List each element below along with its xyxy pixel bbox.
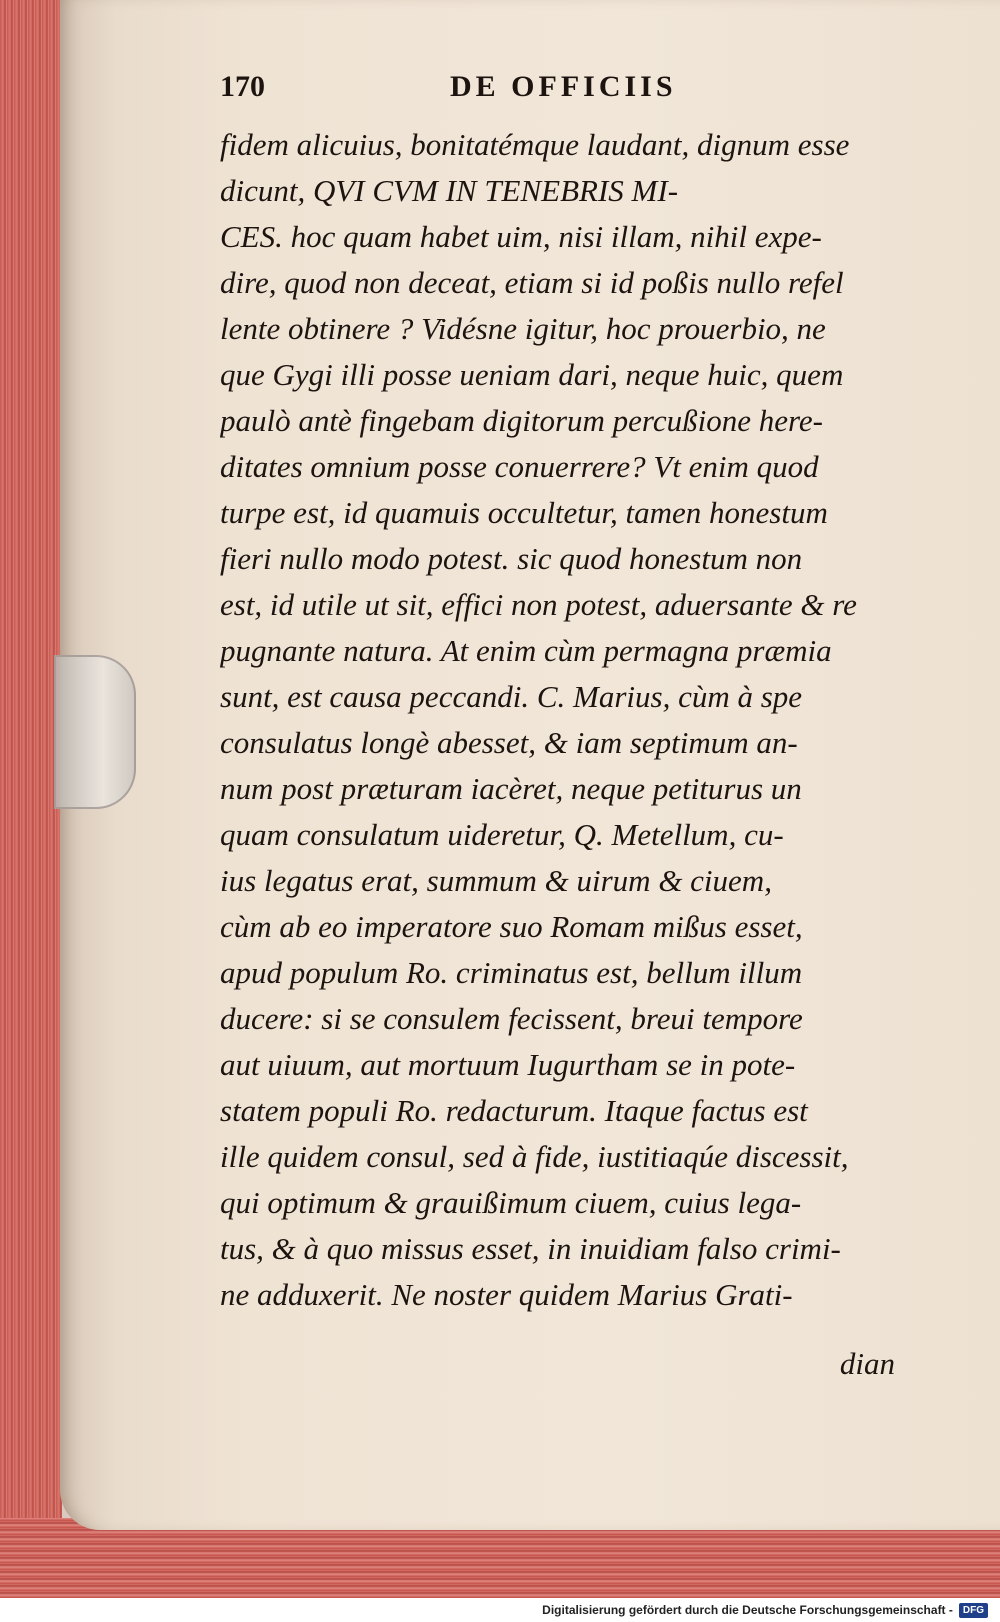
page-edge-bottom — [0, 1518, 1000, 1598]
text-line: statem populi Ro. redacturum. Itaque factus est — [220, 1093, 808, 1128]
text-line: tus, & à quo missus esset, in inuidiam falso crimi- — [220, 1231, 841, 1266]
text-line: que Gygi illi posse ueniam dari, neque huic, quem — [220, 357, 844, 392]
text-line: dire, quod non deceat, etiam si id poßis nullo refel — [220, 265, 844, 300]
text-line: dicunt, QVI CVM IN TENEBRIS MI- — [220, 173, 679, 208]
text-line: consulatus longè abesset, & iam septimum an- — [220, 725, 798, 760]
text-lines — [220, 122, 965, 1318]
text-line: fidem alicuius, bonitatémque laudant, dignum esse — [220, 127, 850, 162]
text-line: turpe est, id quamuis occultetur, tamen honestum — [220, 495, 828, 530]
catchword: dian — [839, 1346, 895, 1381]
funding-credit: Digitalisierung gefördert durch die Deutsche Forschungsgemeinschaft - — [542, 1603, 953, 1617]
text-line: sunt, est causa peccandi. C. Marius, cùm à spe — [220, 679, 803, 714]
digitization-footer — [0, 1598, 1000, 1622]
text-line: ille quidem consul, sed à fide, iustitiaqúe discessit, — [220, 1139, 849, 1174]
page-edge-left — [0, 0, 62, 1598]
text-line: ditates omnium posse conuerrere? Vt enim quod — [220, 449, 819, 484]
text-line: paulò antè fingebam digitorum percußione here- — [220, 403, 823, 438]
text-line: ne adduxerit. Ne noster quidem Marius Grati- — [220, 1277, 793, 1312]
text-line: cùm ab eo imperatore suo Romam mißus esset, — [220, 909, 803, 944]
text-line: quam consulatum uideretur, Q. Metellum, cu- — [220, 817, 784, 852]
text-line: fieri nullo modo potest. sic quod honestum non — [220, 541, 803, 576]
dfg-logo: DFG — [959, 1603, 988, 1618]
text-line: qui optimum & grauißimum ciuem, cuius lega- — [220, 1185, 802, 1220]
text-line: num post præturam iacèret, neque petiturus un — [220, 771, 802, 806]
text-line: pugnante natura. At enim cùm permagna præmia — [220, 633, 832, 668]
text-line: est, id utile ut sit, effici non potest, aduersante & re — [220, 587, 857, 622]
text-line: lente obtinere ? Vidésne igitur, hoc prouerbio, ne — [220, 311, 826, 346]
text-line: ducere: si se consulem fecissent, breui tempore — [220, 1001, 803, 1036]
running-title: DE OFFICIIS — [450, 70, 677, 103]
text-line: apud populum Ro. criminatus est, bellum illum — [220, 955, 803, 990]
text-line: aut uiuum, aut mortuum Iugurtham se in pote- — [220, 1047, 796, 1082]
page-clamp — [54, 655, 136, 809]
page-text — [220, 70, 965, 1382]
running-head — [220, 70, 965, 122]
text-line: ius legatus erat, summum & uirum & ciuem, — [220, 863, 772, 898]
page-number: 170 — [220, 70, 265, 103]
text-line: CES. hoc quam habet uim, nisi illam, nihil expe- — [220, 219, 822, 254]
